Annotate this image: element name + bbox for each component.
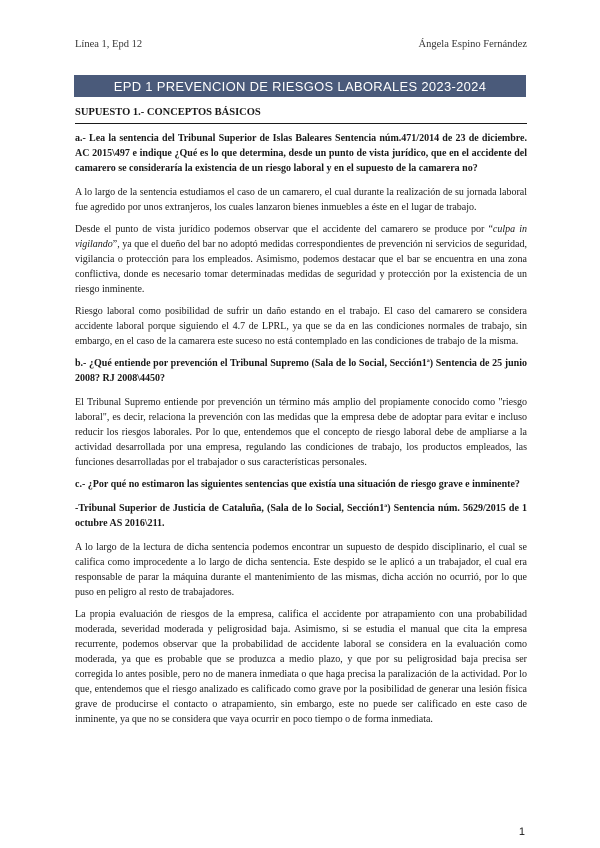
answer-a-p2-start: Desde el punto de vista jurídico podemos observar que el accidente del camarero se produce por “ <box>75 224 493 235</box>
document-title: EPD 1 PREVENCION DE RIESGOS LABORALES 2023-2024 <box>113 78 487 94</box>
question-c: c.- ¿Por qué no estimaron las siguientes sentencias que existía una situación de riesgo grave e inminente? <box>75 479 520 490</box>
answer-a-p2-end: ”, ya que el dueño del bar no adoptó medidas correspondientes de prevención ni servicios de seguridad, vigilancia o protección para los empleados. Asimismo, podemos destacar que el bar se encuentra en una zona conflictiva, donde es necesario tomar determinadas medidas de seguridad y protección por la existencia de un riesgo inminente. <box>75 239 527 295</box>
header-author-name: Ángela Espino Fernández <box>418 39 527 50</box>
answer-c-paragraph-2: La propia evaluación de riesgos de la empresa, califica el accidente por atrapamiento con una probabilidad moderada, severidad moderada y peligrosidad baja. Asimismo, si se estudia el manual que cita la empresa recurrente, podemos observar que la probabilidad de accidente laboral se considera en la evaluación como moderada, ya que es probable que se produzca a medio plazo, y que por su peligrosidad baja precisa ser corregida lo antes posible, pero no de manera inmediata o que haga precisa la paralización de la actividad. Por lo que, entendemos que el riesgo analizado es calificado como grave por la posibilidad de generar una lesión física grave de producirse el contacto o atrapamiento, sin embargo, este no puede ser calificado en este caso de inminente, ya que no se considera que vaya ocurrir en poco tiempo o de forma inmediata. <box>75 609 527 725</box>
answer-b-paragraph: El Tribunal Supremo entiende por prevención un término más amplio del propiamente conocido como "riesgo laboral", es decir, relaciona la prevención con las medidas que la empresa debe de adoptar para evitar e incluso reducir los riesgos laborales. Por lo que, entendemos que el concepto de riesgo laboral debe de ampliarse a la actividad desarrollada por una empresa, regulando las condiciones de trabajo, los productos empleados, las funciones desarrolladas por el trabajador o sus características personales. <box>75 397 527 468</box>
header-left-text: Línea 1, Epd 12 <box>75 39 143 50</box>
answer-a-paragraph-3: Riesgo laboral como posibilidad de sufrir un daño estando en el trabajo. El caso del camarero se considera accidente laboral porque siguiendo el 4.7 de LPRL, ya que se da en las condiciones normales de trabajo, sin embargo, en el caso de la camarera este suceso no está contemplado en las condiciones de trabajo de la misma. <box>75 306 527 347</box>
section-title: SUPUESTO 1.- CONCEPTOS BÁSICOS <box>75 106 527 124</box>
question-c-subheading: -Tribunal Superior de Justicia de Cataluña, (Sala de lo Social, Sección1ª) Sentencia núm. 5629/2015 de 1 octubre AS 2016\211. <box>75 503 527 529</box>
answer-a-paragraph-2 <box>75 222 527 297</box>
question-a: a.- Lea la sentencia del Tribunal Superior de Islas Baleares Sentencia núm.471/2014 de 23 de diciembre. AC 2015\497 e indique ¿Qué es lo que determina, desde un punto de vista jurídico, que en el accidente del camarero se consideraría la existencia de un riesgo laboral y en el supuesto de la camarera no? <box>75 133 527 174</box>
page-number: 1 <box>518 826 525 838</box>
answer-c-paragraph-1: A lo largo de la lectura de dicha sentencia podemos encontrar un supuesto de despido disciplinario, el cual se califica como improcedente a lo largo de dicha sentencia. Este despido se le aplicó a un trabajador, el cual era responsable de parar la máquina durante el mantenimiento de las mismas, dicha acción no ocurrió, por lo que puso en peligro al resto de trabajadores. <box>75 542 527 598</box>
document-body <box>75 106 527 734</box>
question-b: b.- ¿Qué entiende por prevención el Tribunal Supremo (Sala de lo Social, Sección1ª) Sentencia de 25 junio 2008? RJ 2008\4450? <box>75 358 527 384</box>
answer-a-p2-italic-term: culpa in vigilando <box>75 224 527 250</box>
document-title-banner <box>74 75 526 97</box>
answer-a-paragraph-1: A lo largo de la sentencia estudiamos el caso de un camarero, el cual durante la realización de su jornada laboral fue agredido por unos extranjeros, los cuales lanzaron bienes inmuebles a éste en el lugar de trabajo. <box>75 187 527 213</box>
